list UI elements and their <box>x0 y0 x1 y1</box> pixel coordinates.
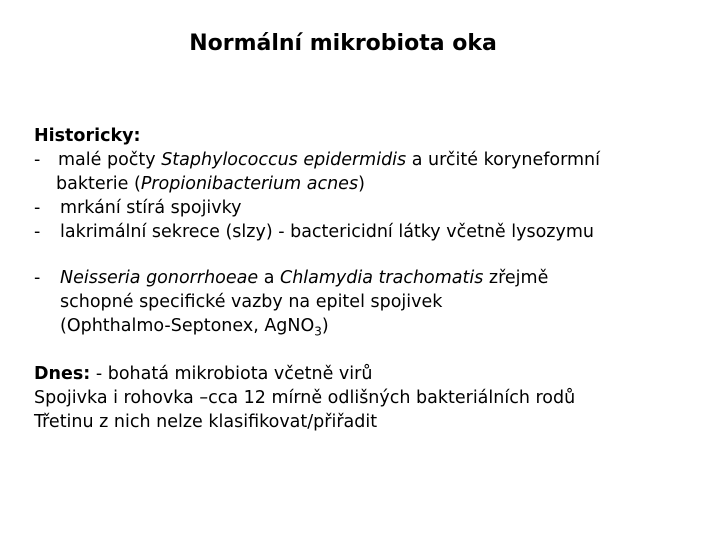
today-line: Dnes: - bohatá mikrobiota včetně virů <box>34 364 373 384</box>
list-item-continuation: bakterie (Propionibacterium acnes) <box>56 174 365 194</box>
list-item-continuation: schopné specifické vazby na epitel spojivek <box>60 292 443 312</box>
list-item: - malé počty Staphylococcus epidermidis a určité koryneformní <box>34 150 600 170</box>
slide-title: Normální mikrobiota oka <box>189 31 497 56</box>
historically-heading: Historicky: <box>34 126 141 146</box>
today-line: Třetinu z nich nelze klasifikovat/přiřadit <box>34 412 378 432</box>
list-item-continuation: (Ophthalmo-Septonex, AgNO$_3$) <box>60 316 329 339</box>
today-line: Spojivka i rohovka –cca 12 mírně odlišných bakteriálních rodů <box>34 388 576 408</box>
slide-body <box>34 124 694 434</box>
list-item: - mrkání stírá spojivky <box>34 198 242 218</box>
list-item: - Neisseria gonorrhoeae a Chlamydia trachomatis zřejmě <box>34 268 549 288</box>
list-item: - lakrimální sekrece (slzy) - bactericidní látky včetně lysozymu <box>34 222 594 242</box>
